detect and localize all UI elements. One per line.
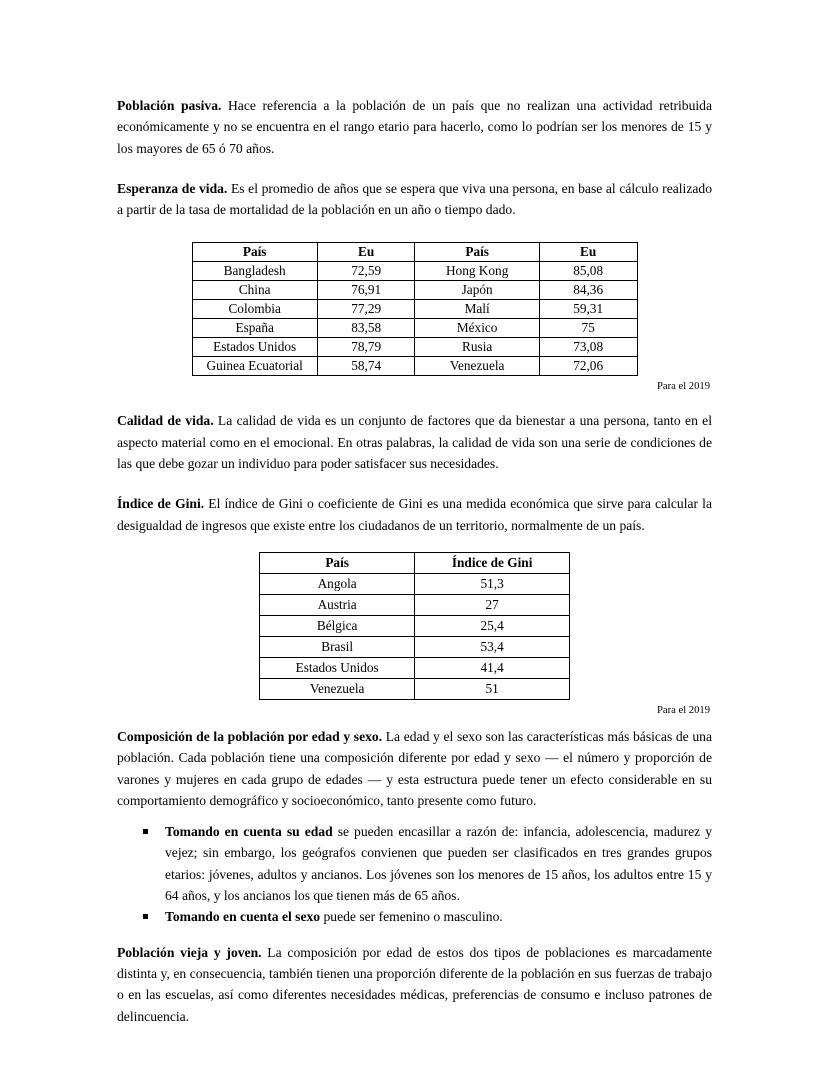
composition-bullet-list (117, 821, 712, 927)
table-row (260, 615, 570, 636)
column-header-eu-left: Eu (317, 243, 415, 262)
cell-country: Brasil (260, 636, 415, 657)
square-bullet-icon (143, 914, 148, 919)
gini-table (259, 552, 570, 700)
cell-country: Bangladesh (192, 262, 317, 281)
cell-value: 72,06 (539, 357, 637, 376)
life-expectancy-table (192, 242, 638, 376)
cell-value: 59,31 (539, 300, 637, 319)
cell-country: China (192, 281, 317, 300)
list-item-body-text: se pueden encasillar a razón de: infancia, adolescencia, madurez y vejez; sin embargo, los geógrafos convienen que pueden ser clasificados en tres grandes grupos etarios: jóvenes, adultos y ancianos. Los jóvenes son los menores de 15 años, los adultos entre 15 y 64 años, y los ancianos los que tienen más de 65 años. (165, 824, 713, 904)
list-item-lead-term: Tomando en cuenta el sexo (165, 909, 321, 925)
paragraph-body-text: Es el promedio de años que se espera que viva una persona, en base al cálculo realizado a partir de la tasa de mortalidad de la población en un año o tiempo dado. (117, 180, 712, 218)
gini-table-container (117, 552, 712, 700)
table-row (192, 262, 637, 281)
paragraph-calidad-de-vida (117, 410, 712, 474)
cell-country: Estados Unidos (192, 338, 317, 357)
paragraph-body-text: La calidad de vida es un conjunto de factores que da bienestar a una persona, tanto en el aspecto material como en el emocional. En otras palabras, la calidad de vida son una serie de condiciones de las que debe gozar un individuo para poder satisfacer sus necesidades. (117, 413, 712, 472)
cell-value: 73,08 (539, 338, 637, 357)
paragraph-composicion-poblacion (117, 726, 712, 811)
cell-value: 58,74 (317, 357, 415, 376)
cell-value: 85,08 (539, 262, 637, 281)
cell-country: Malí (415, 300, 539, 319)
paragraph-poblacion-vieja-joven (117, 942, 712, 1027)
table-row (192, 300, 637, 319)
paragraph-esperanza-de-vida (117, 178, 712, 221)
cell-value: 77,29 (317, 300, 415, 319)
cell-value: 53,4 (415, 636, 570, 657)
list-item (117, 906, 712, 927)
column-header-eu-right: Eu (539, 243, 637, 262)
table-row (192, 319, 637, 338)
paragraph-body-text: La edad y el sexo son las características más básicas de una población. Cada población tiene una composición diferente por edad y sexo — el número y proporción de varones y mujeres en cada grupo de edades — y esta estructura puede tener un efecto considerable en su comportamiento demográfico y socioeconómico, tanto presente como futuro. (117, 728, 712, 808)
cell-value: 27 (415, 594, 570, 615)
list-item (117, 821, 712, 906)
table-row (260, 573, 570, 594)
cell-value: 25,4 (415, 615, 570, 636)
cell-country: Japón (415, 281, 539, 300)
table-row (192, 357, 637, 376)
table-header-row (192, 243, 637, 262)
cell-value: 41,4 (415, 657, 570, 678)
column-header-pais-right: País (415, 243, 539, 262)
table-row (260, 594, 570, 615)
cell-country: Estados Unidos (260, 657, 415, 678)
cell-value: 78,79 (317, 338, 415, 357)
column-header-indice-gini: Índice de Gini (415, 552, 570, 573)
column-header-pais-left: País (192, 243, 317, 262)
table-row (260, 657, 570, 678)
life-expectancy-table-container (117, 242, 712, 376)
cell-country: Venezuela (260, 678, 415, 699)
cell-country: Guinea Ecuatorial (192, 357, 317, 376)
table-header-row (260, 552, 570, 573)
cell-value: 72,59 (317, 262, 415, 281)
paragraph-lead-term: Índice de Gini. (117, 496, 205, 512)
table-row (260, 678, 570, 699)
column-header-pais: País (260, 552, 415, 573)
list-item-lead-term: Tomando en cuenta su edad (165, 824, 333, 840)
cell-country: España (192, 319, 317, 338)
gini-table-note: Para el 2019 (657, 704, 710, 716)
paragraph-body-text: El índice de Gini o coeficiente de Gini es una medida económica que sirve para calcular la desigualdad de ingresos que existe entre los ciudadanos de un territorio, normalmente de un país. (117, 496, 712, 533)
cell-country: Venezuela (415, 357, 539, 376)
cell-value: 51,3 (415, 573, 570, 594)
cell-country: México (415, 319, 539, 338)
cell-value: 76,91 (317, 281, 415, 300)
paragraph-indice-de-gini (117, 493, 712, 536)
table-row (192, 338, 637, 357)
paragraph-body-text: La composición por edad de estos dos tipos de poblaciones es marcadamente distinta y, en consecuencia, también tienen una proporción diferente de la población en sus fuerzas de trabajo o en las escuelas, así como diferentes necesidades médicas, preferencias de consumo e incluso patrones de delincuencia. (117, 944, 712, 1024)
cell-value: 83,58 (317, 319, 415, 338)
paragraph-lead-term: Composición de la población por edad y sexo. (117, 728, 383, 744)
cell-country: Hong Kong (415, 262, 539, 281)
table-row (260, 636, 570, 657)
cell-value: 75 (539, 319, 637, 338)
paragraph-lead-term: Población pasiva. (117, 98, 222, 113)
paragraph-poblacion-pasiva (117, 95, 712, 159)
paragraph-lead-term: Población vieja y joven. (117, 944, 262, 960)
square-bullet-icon (143, 829, 148, 834)
cell-country: Angola (260, 573, 415, 594)
cell-country: Bélgica (260, 615, 415, 636)
list-item-body-text: puede ser femenino o masculino. (320, 909, 503, 925)
cell-country: Colombia (192, 300, 317, 319)
table-row (192, 281, 637, 300)
paragraph-lead-term: Calidad de vida. (117, 413, 214, 429)
page-content (117, 95, 712, 1027)
paragraph-body-text: Hace referencia a la población de un país que no realizan una actividad retribuida económicamente y no se encuentra en el rango etario para hacerlo, como lo podrían ser los menores de 15 y los mayores de 65 ó 70 años. (117, 98, 712, 156)
cell-country: Rusia (415, 338, 539, 357)
cell-value: 84,36 (539, 281, 637, 300)
cell-country: Austria (260, 594, 415, 615)
life-expectancy-table-note: Para el 2019 (657, 381, 710, 393)
paragraph-lead-term: Esperanza de vida. (117, 180, 228, 196)
cell-value: 51 (415, 678, 570, 699)
